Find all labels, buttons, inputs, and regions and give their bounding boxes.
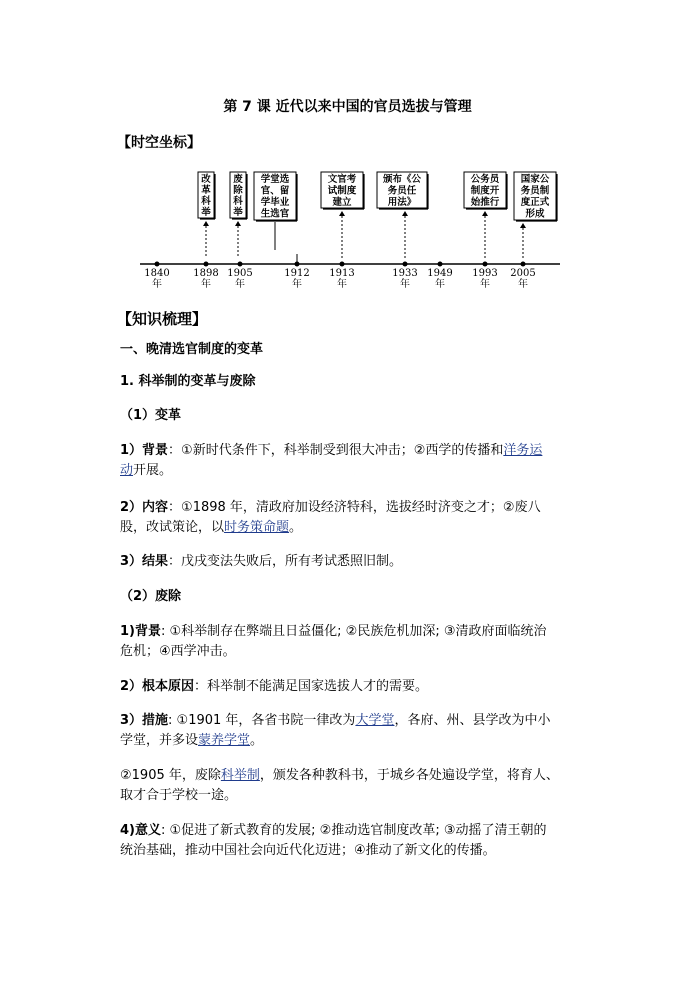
text: ：①1898 年，清政府加设经济特科，选拔经时济变之才；②废八 bbox=[168, 500, 541, 515]
timeline-year-suffix: 年 bbox=[435, 279, 445, 290]
text: 学堂，并多设 bbox=[120, 733, 199, 748]
text: : ①促进了新式教育的发展; ②推动选官制度改革; ③动摇了清王朝的 bbox=[161, 823, 547, 838]
event-label: 国家公 bbox=[520, 174, 550, 185]
text: 开展。 bbox=[133, 463, 173, 478]
para-root-cause bbox=[120, 677, 428, 697]
page-title: 第 7 课 近代以来中国的官员选拔与管理 bbox=[223, 99, 472, 115]
label: 2）根本原因 bbox=[120, 679, 195, 694]
para-significance bbox=[120, 821, 547, 841]
event-arrow bbox=[235, 221, 241, 226]
text: ，各府、州、县学改为中小 bbox=[394, 713, 551, 728]
timeline-dot bbox=[521, 262, 526, 267]
para-measures bbox=[120, 711, 550, 731]
para-measures-line2 bbox=[120, 731, 263, 751]
event-label: 建立 bbox=[332, 197, 352, 208]
event-label: 学堂选 bbox=[260, 174, 290, 185]
event-label: 试制度 bbox=[327, 185, 357, 197]
label: 4)意义 bbox=[120, 823, 161, 838]
timeline-dot bbox=[155, 262, 160, 267]
link-yangwu[interactable]: 洋务运 bbox=[503, 443, 543, 458]
para-abolish-background bbox=[120, 622, 547, 642]
timeline-year-suffix: 年 bbox=[235, 279, 245, 290]
text: : ①科举制存在弊端且日益僵化; ②民族危机加深; ③清政府面临统治 bbox=[161, 624, 547, 639]
section-time-coordinates: 【时空坐标】 bbox=[117, 135, 201, 151]
timeline-year-label: 1913 bbox=[329, 268, 355, 279]
para-abolish-background-line2: 危机；④西学冲击。 bbox=[120, 644, 236, 659]
timeline-dot bbox=[438, 262, 443, 267]
timeline-year-label: 1898 bbox=[193, 268, 219, 279]
para-measures-2-line2: 取才合于学校一途。 bbox=[120, 788, 238, 803]
timeline-year-suffix: 年 bbox=[400, 279, 410, 290]
event-label: 务员制 bbox=[520, 185, 550, 197]
timeline-year-suffix: 年 bbox=[152, 279, 162, 290]
event-label: 文官考 bbox=[327, 174, 357, 185]
heading-3-reform: （1）变革 bbox=[120, 408, 182, 423]
event-label: 科 bbox=[201, 196, 211, 207]
para-content-line2 bbox=[120, 518, 302, 538]
event-arrow bbox=[203, 221, 209, 226]
event-label: 学毕业 bbox=[260, 197, 290, 208]
event-label: 除 bbox=[233, 185, 243, 196]
link-yangwu-cont[interactable]: 动 bbox=[120, 463, 134, 478]
timeline-year-label: 1949 bbox=[427, 268, 453, 279]
link-shiwu[interactable]: 时务策命题 bbox=[224, 520, 290, 535]
text: : ①1901 年，各省书院一律改为 bbox=[168, 713, 356, 728]
event-arrow bbox=[402, 211, 408, 216]
event-label: 官、留 bbox=[260, 185, 290, 197]
heading-1: 一、晚清选官制度的变革 bbox=[120, 342, 264, 357]
event-label: 生选官 bbox=[260, 208, 290, 220]
text: 。 bbox=[289, 520, 303, 535]
event-label: 务员任 bbox=[387, 185, 417, 197]
timeline-year-label: 1840 bbox=[144, 268, 170, 279]
event-label: 废 bbox=[233, 174, 243, 185]
timeline-dot bbox=[204, 262, 209, 267]
timeline-year-label: 2005 bbox=[510, 268, 536, 279]
label: 2）内容 bbox=[120, 500, 169, 515]
text: ②1905 年，废除 bbox=[120, 768, 221, 783]
timeline-year-suffix: 年 bbox=[518, 279, 528, 290]
event-label: 颁布《公 bbox=[382, 174, 422, 185]
event-arrow bbox=[520, 223, 526, 228]
timeline-year-suffix: 年 bbox=[337, 279, 347, 290]
link-daxuetang[interactable]: 大学堂 bbox=[355, 713, 395, 728]
para-background-line2 bbox=[120, 461, 172, 481]
event-label: 度正式 bbox=[520, 197, 550, 208]
timeline-dot bbox=[238, 262, 243, 267]
timeline-year-suffix: 年 bbox=[292, 279, 302, 290]
link-kejuzhi[interactable]: 科举制 bbox=[220, 768, 260, 783]
timeline-dot bbox=[403, 262, 408, 267]
timeline-dot bbox=[483, 262, 488, 267]
para-content bbox=[120, 498, 541, 518]
para-background bbox=[120, 441, 542, 461]
timeline-dot bbox=[295, 262, 300, 267]
para-significance-line2: 统治基础，推动中国社会向近代化迈进；④推动了新文化的传播。 bbox=[120, 843, 496, 858]
event-label: 公务员 bbox=[470, 174, 500, 185]
label: 3）结果 bbox=[120, 554, 169, 569]
timeline-dot bbox=[340, 262, 345, 267]
section-knowledge: 【知识梳理】 bbox=[117, 310, 208, 328]
event-label: 举 bbox=[201, 207, 211, 218]
event-label: 科 bbox=[233, 196, 243, 207]
event-arrow bbox=[339, 211, 345, 216]
timeline-year-suffix: 年 bbox=[480, 279, 490, 290]
para-result bbox=[120, 552, 402, 572]
label: 1)背景 bbox=[120, 624, 161, 639]
text: ：戊戌变法失败后，所有考试悉照旧制。 bbox=[168, 554, 403, 569]
event-arrow bbox=[482, 211, 488, 216]
heading-3-abolish: （2）废除 bbox=[120, 589, 182, 604]
timeline-year-suffix: 年 bbox=[201, 279, 211, 290]
event-label: 改 bbox=[201, 174, 211, 185]
text: ：①新时代条件下，科举制受到很大冲击；②西学的传播和 bbox=[168, 443, 504, 458]
text: ：科举制不能满足国家选拔人才的需要。 bbox=[194, 679, 429, 694]
event-label: 形成 bbox=[525, 208, 545, 220]
timeline-year-label: 1905 bbox=[227, 268, 253, 279]
label: 3）措施 bbox=[120, 713, 169, 728]
event-label: 用法》 bbox=[387, 197, 417, 208]
timeline-year-label: 1912 bbox=[284, 268, 310, 279]
para-measures-2 bbox=[120, 766, 559, 786]
event-label: 举 bbox=[233, 207, 243, 218]
link-mengyang[interactable]: 蒙养学堂 bbox=[198, 733, 251, 748]
event-label: 始推行 bbox=[470, 197, 500, 208]
timeline-year-label: 1993 bbox=[472, 268, 498, 279]
text: 。 bbox=[250, 733, 264, 748]
text: 股，改试策论，以 bbox=[120, 520, 225, 535]
label: 1）背景 bbox=[120, 443, 169, 458]
timeline-year-label: 1933 bbox=[392, 268, 418, 279]
heading-2: 1. 科举制的变革与废除 bbox=[120, 374, 256, 389]
text: ，颁发各种教科书，于城乡各处遍设学堂，将育人、 bbox=[259, 768, 559, 783]
timeline-diagram bbox=[0, 160, 695, 295]
event-label: 革 bbox=[201, 185, 211, 196]
event-label: 制度开 bbox=[470, 185, 500, 197]
